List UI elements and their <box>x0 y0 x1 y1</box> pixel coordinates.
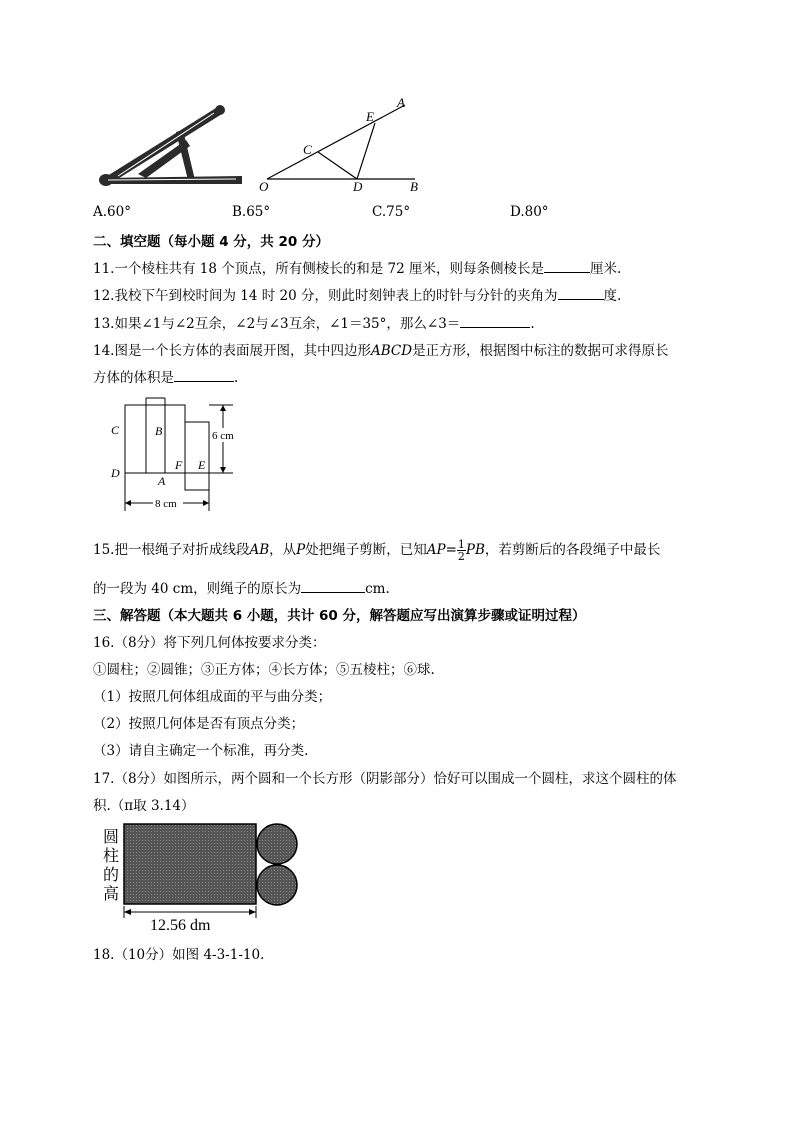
question-16-sub-2: （2）按照几何体是否有顶点分类； <box>93 716 305 732</box>
net-label-C: C <box>111 423 120 437</box>
question-18: 18.（10分）如图 4-3-1-10. <box>93 947 265 963</box>
q14-answer-blank[interactable] <box>174 368 234 382</box>
q12-text: 12.我校下午到校时间为 14 时 20 分，则此时刻钟表上的时针与分针的夹角为 <box>93 288 558 304</box>
q14-text-b: 是正方形，根据图中标注的数据可求得原长 <box>412 343 669 359</box>
q15-text-a: 15.把一根绳子对折成线段 <box>93 542 250 558</box>
q15-eq-sign: = <box>445 542 457 558</box>
option-d: D.80° <box>510 204 549 220</box>
q15-eq-left: AP <box>426 542 446 558</box>
q14-text-c: 方体的体积是 <box>93 370 174 386</box>
question-11 <box>93 257 621 277</box>
question-16-sub-1: （1）按照几何体组成面的平与曲分类； <box>93 689 332 705</box>
question-16-sub-3: （3）请自主确定一个标准，再分类. <box>93 743 309 759</box>
side-label-char-4: 高 <box>103 886 120 903</box>
q13-text: 13.如果∠1与∠2互余，∠2与∠3互余，∠1＝35°，那么∠3＝ <box>93 316 461 332</box>
option-a: A.60° <box>93 204 131 220</box>
q15-text-b: ，从 <box>269 542 297 558</box>
q15-var-ab: AB <box>249 542 270 558</box>
label-D: D <box>353 179 363 194</box>
option-c: C.75° <box>372 204 411 220</box>
q13-answer-blank[interactable] <box>460 314 530 328</box>
net-width-label: 8 cm <box>155 498 177 510</box>
question-15-line-2 <box>93 577 390 597</box>
q15-text-e: 的一段为 40 cm，则绳子的原长为 <box>93 581 302 597</box>
q15-frac-num: 1 <box>457 538 465 551</box>
label-E: E <box>366 109 374 124</box>
q11-text: 11.一个棱柱共有 18 个顶点，所有侧棱长的和是 72 厘米，则每条侧棱长是 <box>93 261 544 277</box>
question-12 <box>93 284 621 304</box>
label-C: C <box>303 142 312 157</box>
label-B: B <box>410 179 418 194</box>
q14-after: . <box>234 370 239 386</box>
section-2-heading: 二、填空题（每小题 4 分，共 20 分） <box>93 234 329 250</box>
side-label-char-3: 的 <box>103 867 120 884</box>
protractor-tool-figure <box>96 104 246 188</box>
net-label-A: A <box>158 474 166 488</box>
q15-text-d: ，若剪断后的各段绳子中最长 <box>484 542 661 558</box>
net-label-B: B <box>155 424 163 438</box>
q11-after: 厘米. <box>590 261 622 277</box>
section-3-heading: 三、解答题（本大题共 6 小题，共计 60 分，解答题应写出演算步骤或证明过程） <box>93 608 586 624</box>
q15-after: cm. <box>365 581 390 597</box>
q15-frac-den: 2 <box>457 550 465 563</box>
option-b: B.65° <box>232 204 271 220</box>
label-O: O <box>259 179 269 194</box>
question-16-head: 16.（8分）将下列几何体按要求分类： <box>93 635 326 651</box>
q15-eq-right: PB <box>465 542 485 558</box>
q15-answer-blank[interactable] <box>301 579 365 593</box>
net-label-F: F <box>175 458 183 472</box>
side-label-char-1: 圆 <box>103 829 120 846</box>
net-label-D: D <box>111 466 120 480</box>
question-17-line-1: 17.（8分）如图所示，两个圆和一个长方形（阴影部分）恰好可以围成一个圆柱，求这个圆柱的体 <box>93 771 677 787</box>
q13-after: . <box>530 316 535 332</box>
q11-answer-blank[interactable] <box>544 259 590 273</box>
question-14-line-2 <box>93 366 238 386</box>
side-label-char-2: 柱 <box>103 848 120 865</box>
question-16-items: ①圆柱；②圆锥；③正方体；④长方体；⑤五棱柱；⑥球. <box>93 662 435 678</box>
question-17-line-2: 积.（π取 3.14） <box>93 798 195 814</box>
cylinder-net-figure <box>100 822 305 934</box>
cuboid-net-figure <box>108 393 248 518</box>
angle-figure <box>255 95 430 195</box>
net-label-E: E <box>198 458 206 472</box>
net-height-label: 6 cm <box>212 430 234 442</box>
q14-var-abcd: ABCD <box>370 343 413 359</box>
q12-after: 度. <box>603 288 622 304</box>
question-15-line-1 <box>93 538 660 562</box>
label-A: A <box>397 95 405 110</box>
q15-text-c: 处把绳子剪断，已知 <box>305 542 427 558</box>
rect-width-label: 12.56 dm <box>150 917 211 934</box>
question-13 <box>93 312 535 332</box>
q15-fraction <box>457 539 466 562</box>
question-14-line-1 <box>93 339 669 359</box>
q15-var-p: P <box>296 542 306 558</box>
q14-text-a: 14.图是一个长方体的表面展开图，其中四边形 <box>93 343 371 359</box>
q12-answer-blank[interactable] <box>558 286 604 300</box>
